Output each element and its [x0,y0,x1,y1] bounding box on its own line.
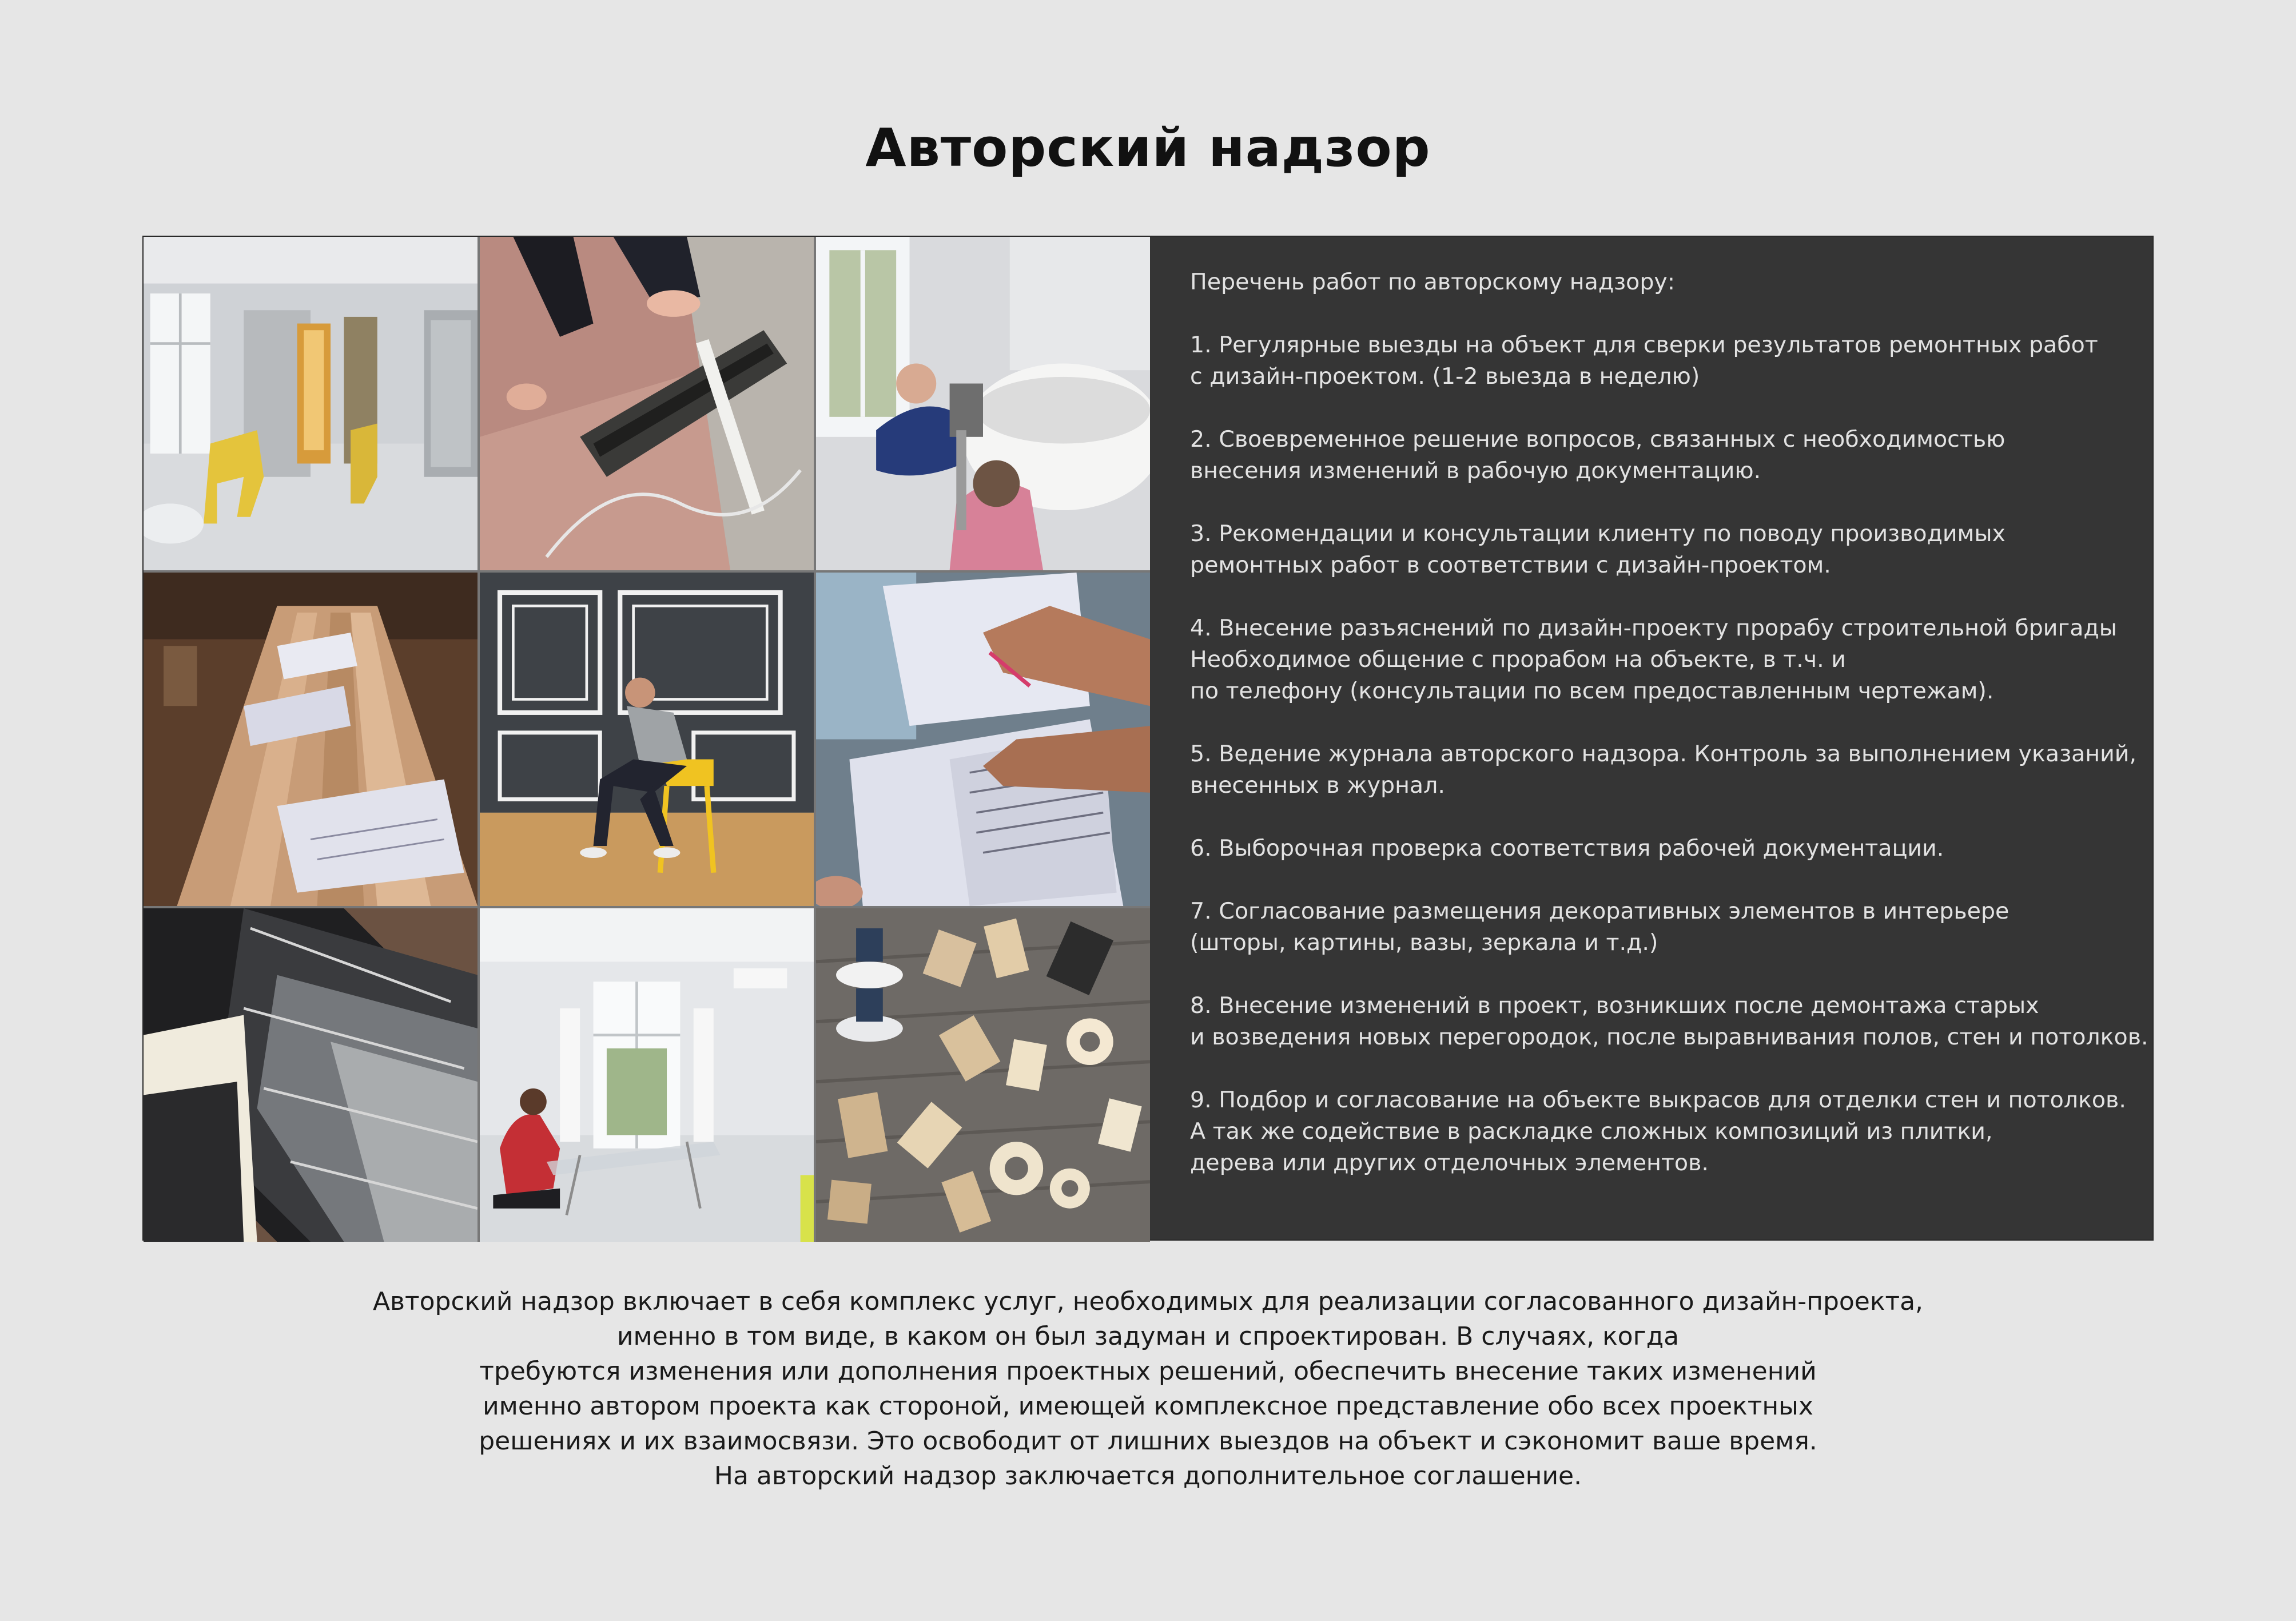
works-item-line: 2. Своевременное решение вопросов, связанных с необходимостью [1190,426,2005,452]
works-item [1190,329,2139,392]
paint-swatches-photo [144,908,477,1242]
bathtub-installation-photo [816,237,1150,570]
works-item-line: Необходимое общение с прорабом на объекте, в т.ч. и [1190,646,1846,673]
footer-line: На авторский надзор заключается дополнительное соглашение. [714,1461,1582,1491]
works-item-line: 7. Согласование размещения декоративных элементов в интерьере [1190,898,2010,924]
works-item-line: по телефону (консультации по всем предоставленным чертежам). [1190,678,1994,704]
works-item-line: дерева или других отделочных элементов. [1190,1150,1709,1176]
wood-planks-drawings-photo [144,573,477,906]
footer-line: Авторский надзор включает в себя комплекс услуг, необходимых для реализации согласованного дизайн-проекта, [372,1287,1924,1316]
page-title: Авторский надзор [865,117,1431,178]
works-item-line: 3. Рекомендации и консультации клиенту по поводу производимых [1190,521,2005,547]
works-item [1190,518,2139,581]
works-item-line: внесенных в журнал. [1190,772,1445,798]
works-item-line: 5. Ведение журнала авторского надзора. Контроль за выполнением указаний, [1190,741,2137,767]
man-on-yellow-chair-photo [480,573,814,906]
works-heading: Перечень работ по авторскому надзору: [1190,269,1676,295]
works-item-line: 1. Регулярные выезды на объект для сверки результатов ремонтных работ [1190,332,2098,358]
works-item-line: (шторы, картины, вазы, зеркала и т.д.) [1190,929,1658,956]
interior-room-photo [144,237,477,570]
works-item-line: 9. Подбор и согласование на объекте выкрасов для отделки стен и потолков. [1190,1087,2126,1113]
content-panel [142,236,2154,1241]
works-item [1190,424,2139,487]
footer-line: решениях и их взаимосвязи. Это освободит от лишних выездов на объект и сэкономит ваше время. [479,1427,1817,1456]
footer-line: требуются изменения или дополнения проектных решений, обеспечить внесение таких изменений [479,1357,1817,1386]
works-item-line: 8. Внесение изменений в проект, возникших после демонтажа старых [1190,992,2039,1019]
works-item [1190,990,2148,1053]
works-items [1190,329,2148,1179]
works-item-line: А так же содействие в раскладке сложных композиций из плитки, [1190,1118,1993,1145]
reviewing-drawings-photo [816,573,1150,906]
works-item-line: 6. Выборочная проверка соответствия рабочей документации. [1190,835,1944,861]
works-item-line: 4. Внесение разъяснений по дизайн-проекту прорабу строительной бригады [1190,615,2117,641]
wooden-letters-photo [816,908,1150,1242]
works-item-line: и возведения новых перегородок, после выравнивания полов, стен и потолков. [1190,1024,2148,1050]
works-item-line: с дизайн-проектом. (1-2 выезда в неделю) [1190,363,1700,390]
floor-measuring-photo [480,237,814,570]
works-item [1190,613,2139,707]
works-item [1190,738,2139,801]
footer-line: именно автором проекта как стороной, имеющей комплексное представление обо всех проектных [483,1392,1813,1421]
works-item-line: ремонтных работ в соответствии с дизайн-проектом. [1190,552,1831,578]
white-room-inspection-photo [480,908,814,1242]
footer-line: именно в том виде, в каком он был задуман и спроектирован. В случаях, когда [616,1322,1680,1351]
footer-description [0,1284,2296,1493]
works-item-line: внесения изменений в рабочую документацию. [1190,458,1761,484]
works-list [1190,267,2148,1210]
works-item [1190,896,2139,959]
works-item [1190,833,2139,864]
photo-grid [144,237,1150,1242]
works-item [1190,1084,2139,1179]
